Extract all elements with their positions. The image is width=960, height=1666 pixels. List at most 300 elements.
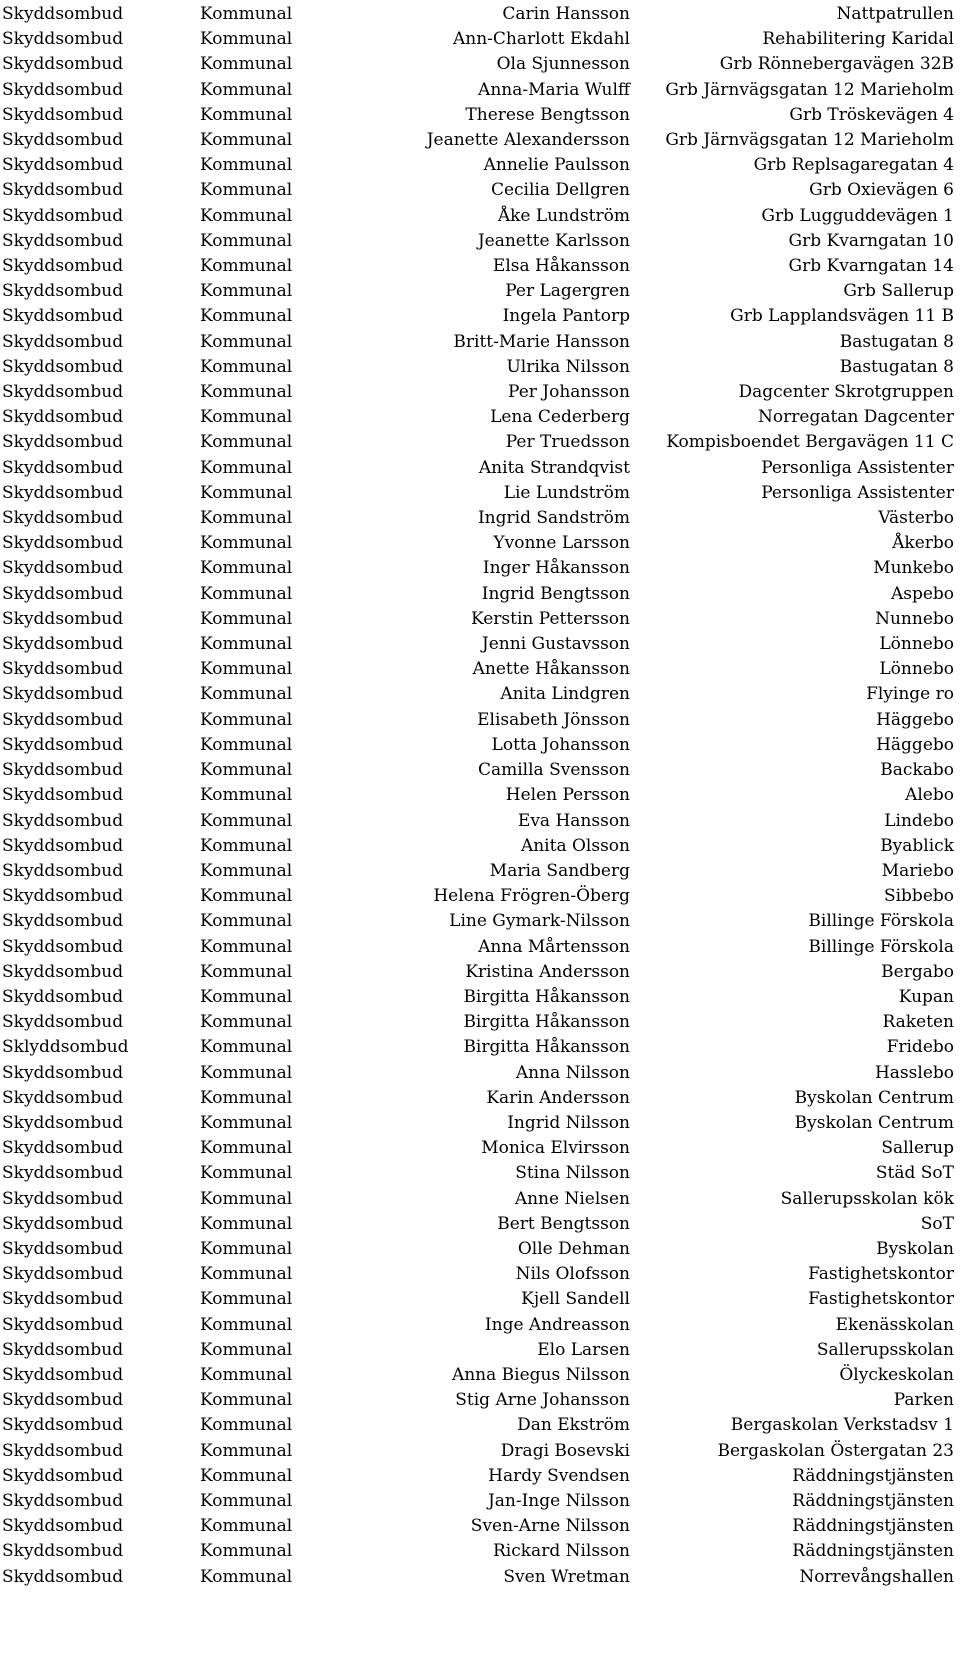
table-row (0, 884, 960, 909)
person-name-cell: Jeanette Alexandersson (426, 130, 630, 151)
role-cell: Skyddsombud (2, 1188, 124, 1209)
organization-cell: Kommunal (200, 205, 293, 226)
role-cell: Skyddsombud (2, 1541, 124, 1562)
organization-cell: Kommunal (200, 734, 293, 755)
organization-cell: Kommunal (200, 1364, 293, 1385)
role-cell: Skyddsombud (2, 180, 124, 201)
person-name-cell: Anne Nielsen (514, 1188, 630, 1209)
table-row (0, 1061, 960, 1086)
person-name-cell: Line Gymark-Nilsson (449, 911, 630, 932)
table-row (0, 1035, 960, 1060)
workplace-cell: Lönnebo (879, 659, 954, 680)
table-row (0, 78, 960, 103)
organization-cell: Kommunal (200, 306, 293, 327)
organization-cell: Kommunal (200, 1112, 293, 1133)
person-name-cell: Anita Strandqvist (478, 457, 630, 478)
role-cell: Skyddsombud (2, 911, 124, 932)
table-row (0, 1237, 960, 1262)
role-cell: Skyddsombud (2, 54, 124, 75)
workplace-cell: Häggebo (876, 734, 954, 755)
table-row (0, 682, 960, 707)
table-row (0, 1086, 960, 1111)
workplace-cell: Ekenässkolan (835, 1314, 954, 1335)
role-cell: Skyddsombud (2, 810, 124, 831)
person-name-cell: Elo Larsen (537, 1339, 630, 1360)
workplace-cell: Rehabilitering Karidal (762, 29, 954, 50)
workplace-cell: Kupan (898, 986, 954, 1007)
person-name-cell: Anita Lindgren (500, 684, 630, 705)
workplace-cell: Bastugatan 8 (839, 356, 954, 377)
workplace-cell: Fastighetskontor (808, 1264, 954, 1285)
workplace-cell: Fridebo (886, 1037, 954, 1058)
workplace-cell: Grb Rönnebergavägen 32B (719, 54, 954, 75)
workplace-cell: Sallerupsskolan kök (780, 1188, 954, 1209)
organization-cell: Kommunal (200, 684, 293, 705)
organization-cell: Kommunal (200, 482, 293, 503)
workplace-cell: Billinge Förskola (808, 936, 954, 957)
organization-cell: Kommunal (200, 457, 293, 478)
role-cell: Skyddsombud (2, 1264, 124, 1285)
table-row (0, 809, 960, 834)
workplace-cell: Grb Replsagaregatan 4 (753, 155, 954, 176)
organization-cell: Kommunal (200, 1238, 293, 1259)
role-cell: Skyddsombud (2, 1440, 124, 1461)
role-cell: Skyddsombud (2, 130, 124, 151)
workplace-cell: Kompisboendet Bergavägen 11 C (666, 432, 954, 453)
role-cell: Skyddsombud (2, 709, 124, 730)
organization-cell: Kommunal (200, 180, 293, 201)
workplace-cell: Raketen (882, 1012, 954, 1033)
role-cell: Skyddsombud (2, 659, 124, 680)
workplace-cell: Grb Järnvägsgatan 12 Marieholm (665, 79, 954, 100)
role-cell: Skyddsombud (2, 986, 124, 1007)
person-name-cell: Camilla Svensson (477, 760, 630, 781)
workplace-cell: Lönnebo (879, 634, 954, 655)
table-body (0, 2, 960, 1590)
person-name-cell: Olle Dehman (517, 1238, 630, 1259)
organization-cell: Kommunal (200, 608, 293, 629)
workplace-cell: Sallerupsskolan (816, 1339, 954, 1360)
person-name-cell: Yvonne Larsson (493, 533, 630, 554)
organization-cell: Kommunal (200, 79, 293, 100)
person-name-cell: Ola Sjunnesson (496, 54, 630, 75)
table-row (0, 859, 960, 884)
table-row (0, 1388, 960, 1413)
organization-cell: Kommunal (200, 986, 293, 1007)
table-row (0, 304, 960, 329)
organization-cell: Kommunal (200, 1087, 293, 1108)
workplace-cell: Räddningstjänsten (792, 1516, 954, 1537)
workplace-cell: Grb Tröskevägen 4 (789, 104, 954, 125)
person-name-cell: Karin Andersson (486, 1087, 630, 1108)
table-row (0, 909, 960, 934)
workplace-cell: Backabo (880, 760, 954, 781)
table-row (0, 103, 960, 128)
role-cell: Skyddsombud (2, 1012, 124, 1033)
role-cell: Skyddsombud (2, 1062, 124, 1083)
table-row (0, 456, 960, 481)
person-name-cell: Åke Lundström (497, 205, 630, 226)
organization-cell: Kommunal (200, 104, 293, 125)
workplace-cell: Hasslebo (874, 1062, 954, 1083)
workplace-cell: Sallerup (881, 1138, 954, 1159)
role-cell: Skyddsombud (2, 1112, 124, 1133)
role-cell: Skyddsombud (2, 1289, 124, 1310)
workplace-cell: Byablick (880, 835, 954, 856)
organization-cell: Kommunal (200, 1213, 293, 1234)
organization-cell: Kommunal (200, 1566, 293, 1587)
table-row (0, 1363, 960, 1388)
workplace-cell: Mariebo (881, 860, 954, 881)
safety-representative-table (0, 2, 960, 1590)
person-name-cell: Eva Hansson (517, 810, 630, 831)
person-name-cell: Annelie Paulsson (483, 155, 630, 176)
workplace-cell: Räddningstjänsten (792, 1541, 954, 1562)
table-row (0, 178, 960, 203)
person-name-cell: Elisabeth Jönsson (477, 709, 630, 730)
table-row (0, 783, 960, 808)
organization-cell: Kommunal (200, 709, 293, 730)
role-cell: Skyddsombud (2, 860, 124, 881)
workplace-cell: Grb Lapplandsvägen 11 B (730, 306, 954, 327)
workplace-cell: Ölyckeskolan (839, 1364, 954, 1385)
table-row (0, 1161, 960, 1186)
organization-cell: Kommunal (200, 1289, 293, 1310)
table-row (0, 556, 960, 581)
role-cell: Skyddsombud (2, 1390, 124, 1411)
organization-cell: Kommunal (200, 1037, 293, 1058)
person-name-cell: Birgitta Håkansson (463, 1037, 630, 1058)
role-cell: Skyddsombud (2, 281, 124, 302)
organization-cell: Kommunal (200, 1415, 293, 1436)
person-name-cell: Anna Nilsson (515, 1062, 630, 1083)
role-cell: Skyddsombud (2, 205, 124, 226)
person-name-cell: Ulrika Nilsson (506, 356, 630, 377)
person-name-cell: Inge Andreasson (484, 1314, 630, 1335)
person-name-cell: Birgitta Håkansson (463, 1012, 630, 1033)
organization-cell: Kommunal (200, 911, 293, 932)
person-name-cell: Ingrid Sandström (477, 508, 630, 529)
table-row (0, 733, 960, 758)
person-name-cell: Stig Arne Johansson (455, 1390, 630, 1411)
organization-cell: Kommunal (200, 1138, 293, 1159)
person-name-cell: Kerstin Pettersson (471, 608, 630, 629)
table-row (0, 1514, 960, 1539)
workplace-cell: Fastighetskontor (808, 1289, 954, 1310)
role-cell: Skyddsombud (2, 1238, 124, 1259)
organization-cell: Kommunal (200, 508, 293, 529)
role-cell: Skyddsombud (2, 1415, 124, 1436)
organization-cell: Kommunal (200, 1188, 293, 1209)
workplace-cell: Flyinge ro (866, 684, 954, 705)
person-name-cell: Lena Cederberg (490, 407, 630, 428)
workplace-cell: Bergabo (881, 961, 954, 982)
role-cell: Skyddsombud (2, 29, 124, 50)
workplace-cell: Personliga Assistenter (761, 457, 954, 478)
table-row (0, 2, 960, 27)
role-cell: Skyddsombud (2, 356, 124, 377)
table-row (0, 405, 960, 430)
person-name-cell: Elsa Håkansson (492, 256, 630, 277)
table-row (0, 204, 960, 229)
person-name-cell: Kristina Andersson (465, 961, 630, 982)
person-name-cell: Per Truedsson (505, 432, 630, 453)
person-name-cell: Bert Bengtsson (497, 1213, 630, 1234)
role-cell: Skyddsombud (2, 961, 124, 982)
table-row (0, 1489, 960, 1514)
person-name-cell: Therese Bengtsson (465, 104, 630, 125)
organization-cell: Kommunal (200, 1440, 293, 1461)
workplace-cell: Städ SoT (875, 1163, 954, 1184)
role-cell: Skyddsombud (2, 684, 124, 705)
workplace-cell: Personliga Assistenter (761, 482, 954, 503)
person-name-cell: Stina Nilsson (515, 1163, 630, 1184)
role-cell: Skyddsombud (2, 432, 124, 453)
role-cell: Skyddsombud (2, 835, 124, 856)
role-cell: Skyddsombud (2, 457, 124, 478)
table-row (0, 1464, 960, 1489)
person-name-cell: Ingrid Bengtsson (481, 583, 630, 604)
table-row (0, 758, 960, 783)
table-row (0, 279, 960, 304)
table-row (0, 632, 960, 657)
table-row (0, 52, 960, 77)
person-name-cell: Anita Olsson (520, 835, 630, 856)
role-cell: Skyddsombud (2, 936, 124, 957)
table-row (0, 1338, 960, 1363)
person-name-cell: Hardy Svendsen (488, 1465, 630, 1486)
person-name-cell: Jeanette Karlsson (477, 230, 630, 251)
role-cell: Skyddsombud (2, 256, 124, 277)
organization-cell: Kommunal (200, 1516, 293, 1537)
table-row (0, 430, 960, 455)
organization-cell: Kommunal (200, 331, 293, 352)
role-cell: Sklyddsombud (2, 1037, 129, 1058)
person-name-cell: Ingrid Nilsson (507, 1112, 630, 1133)
organization-cell: Kommunal (200, 407, 293, 428)
table-row (0, 1111, 960, 1136)
table-row (0, 506, 960, 531)
workplace-cell: SoT (920, 1213, 954, 1234)
person-name-cell: Rickard Nilsson (493, 1541, 630, 1562)
organization-cell: Kommunal (200, 936, 293, 957)
organization-cell: Kommunal (200, 1264, 293, 1285)
table-row (0, 531, 960, 556)
table-row (0, 128, 960, 153)
role-cell: Skyddsombud (2, 1490, 124, 1511)
organization-cell: Kommunal (200, 785, 293, 806)
person-name-cell: Helena Frögren-Öberg (433, 886, 630, 907)
workplace-cell: Norrevångshallen (799, 1566, 954, 1587)
person-name-cell: Ingela Pantorp (502, 306, 630, 327)
workplace-cell: Aspebo (890, 583, 954, 604)
person-name-cell: Ann-Charlott Ekdahl (453, 29, 630, 50)
organization-cell: Kommunal (200, 1062, 293, 1083)
organization-cell: Kommunal (200, 1541, 293, 1562)
person-name-cell: Per Lagergren (505, 281, 630, 302)
table-row (0, 657, 960, 682)
person-name-cell: Lie Lundström (503, 482, 630, 503)
person-name-cell: Anna Biegus Nilsson (451, 1364, 630, 1385)
organization-cell: Kommunal (200, 256, 293, 277)
role-cell: Skyddsombud (2, 1364, 124, 1385)
role-cell: Skyddsombud (2, 1163, 124, 1184)
organization-cell: Kommunal (200, 432, 293, 453)
workplace-cell: Grb Sallerup (843, 281, 954, 302)
role-cell: Skyddsombud (2, 155, 124, 176)
organization-cell: Kommunal (200, 634, 293, 655)
role-cell: Skyddsombud (2, 1087, 124, 1108)
role-cell: Skyddsombud (2, 1339, 124, 1360)
role-cell: Skyddsombud (2, 4, 124, 24)
table-row (0, 229, 960, 254)
table-row (0, 607, 960, 632)
role-cell: Skyddsombud (2, 734, 124, 755)
organization-cell: Kommunal (200, 810, 293, 831)
workplace-cell: Grb Kvarngatan 10 (788, 230, 954, 251)
workplace-cell: Bastugatan 8 (839, 331, 954, 352)
workplace-cell: Byskolan Centrum (794, 1087, 954, 1108)
workplace-cell: Nunnebo (875, 608, 954, 629)
table-row (0, 1010, 960, 1035)
table-row (0, 1287, 960, 1312)
workplace-cell: Byskolan Centrum (794, 1112, 954, 1133)
person-name-cell: Jan-Inge Nilsson (487, 1490, 630, 1511)
person-name-cell: Inger Håkansson (482, 558, 630, 579)
person-name-cell: Helen Persson (505, 785, 630, 806)
workplace-cell: Alebo (905, 785, 954, 806)
table-row (0, 1212, 960, 1237)
organization-cell: Kommunal (200, 835, 293, 856)
organization-cell: Kommunal (200, 558, 293, 579)
person-name-cell: Anna Mårtensson (478, 936, 630, 957)
workplace-cell: Byskolan (876, 1238, 954, 1259)
person-name-cell: Lotta Johansson (491, 734, 630, 755)
workplace-cell: Grb Lugguddevägen 1 (761, 205, 954, 226)
role-cell: Skyddsombud (2, 1465, 124, 1486)
table-row (0, 1565, 960, 1590)
role-cell: Skyddsombud (2, 1314, 124, 1335)
organization-cell: Kommunal (200, 54, 293, 75)
organization-cell: Kommunal (200, 4, 293, 24)
workplace-cell: Sibbebo (883, 886, 954, 907)
table-row (0, 1313, 960, 1338)
organization-cell: Kommunal (200, 533, 293, 554)
table-row (0, 330, 960, 355)
organization-cell: Kommunal (200, 860, 293, 881)
table-row (0, 935, 960, 960)
table-row (0, 960, 960, 985)
organization-cell: Kommunal (200, 1390, 293, 1411)
person-name-cell: Britt-Marie Hansson (453, 331, 630, 352)
workplace-cell: Västerbo (878, 508, 954, 529)
person-name-cell: Dan Ekström (517, 1415, 630, 1436)
workplace-cell: Lindebo (884, 810, 954, 831)
role-cell: Skyddsombud (2, 1138, 124, 1159)
workplace-cell: Parken (893, 1390, 954, 1411)
table-row (0, 582, 960, 607)
organization-cell: Kommunal (200, 155, 293, 176)
role-cell: Skyddsombud (2, 760, 124, 781)
role-cell: Skyddsombud (2, 533, 124, 554)
organization-cell: Kommunal (200, 1314, 293, 1335)
organization-cell: Kommunal (200, 961, 293, 982)
person-name-cell: Per Johansson (508, 382, 630, 403)
table-row (0, 1262, 960, 1287)
workplace-cell: Grb Kvarngatan 14 (788, 256, 954, 277)
table-row (0, 1539, 960, 1564)
workplace-cell: Dagcenter Skrotgruppen (738, 382, 954, 403)
table-row (0, 254, 960, 279)
person-name-cell: Dragi Bosevski (500, 1440, 630, 1461)
workplace-cell: Åkerbo (892, 533, 954, 554)
workplace-cell: Billinge Förskola (808, 911, 954, 932)
organization-cell: Kommunal (200, 1465, 293, 1486)
table-row (0, 1439, 960, 1464)
person-name-cell: Sven-Arne Nilsson (470, 1516, 630, 1537)
person-name-cell: Jenni Gustavsson (481, 634, 630, 655)
organization-cell: Kommunal (200, 1339, 293, 1360)
table-row (0, 481, 960, 506)
table-row (0, 1136, 960, 1161)
workplace-cell: Bergaskolan Östergatan 23 (717, 1440, 954, 1461)
organization-cell: Kommunal (200, 659, 293, 680)
role-cell: Skyddsombud (2, 508, 124, 529)
table-row (0, 708, 960, 733)
workplace-cell: Räddningstjänsten (792, 1465, 954, 1486)
workplace-cell: Nattpatrullen (836, 4, 954, 24)
person-name-cell: Monica Elvirsson (481, 1138, 630, 1159)
workplace-cell: Grb Oxievägen 6 (809, 180, 954, 201)
workplace-cell: Räddningstjänsten (792, 1490, 954, 1511)
role-cell: Skyddsombud (2, 407, 124, 428)
role-cell: Skyddsombud (2, 1566, 124, 1587)
person-name-cell: Kjell Sandell (521, 1289, 630, 1310)
table-row (0, 985, 960, 1010)
table-row (0, 27, 960, 52)
role-cell: Skyddsombud (2, 1516, 124, 1537)
person-name-cell: Sven Wretman (503, 1566, 630, 1587)
table-row (0, 1187, 960, 1212)
table-row (0, 834, 960, 859)
role-cell: Skyddsombud (2, 1213, 124, 1234)
organization-cell: Kommunal (200, 382, 293, 403)
role-cell: Skyddsombud (2, 382, 124, 403)
role-cell: Skyddsombud (2, 79, 124, 100)
role-cell: Skyddsombud (2, 306, 124, 327)
role-cell: Skyddsombud (2, 558, 124, 579)
workplace-cell: Munkebo (873, 558, 954, 579)
organization-cell: Kommunal (200, 230, 293, 251)
person-name-cell: Nils Olofsson (515, 1264, 630, 1285)
organization-cell: Kommunal (200, 281, 293, 302)
role-cell: Skyddsombud (2, 230, 124, 251)
organization-cell: Kommunal (200, 1163, 293, 1184)
table-row (0, 1413, 960, 1438)
role-cell: Skyddsombud (2, 634, 124, 655)
role-cell: Skyddsombud (2, 331, 124, 352)
person-name-cell: Carin Hansson (502, 4, 630, 24)
organization-cell: Kommunal (200, 886, 293, 907)
role-cell: Skyddsombud (2, 104, 124, 125)
workplace-cell: Häggebo (876, 709, 954, 730)
table-row (0, 380, 960, 405)
workplace-cell: Norregatan Dagcenter (758, 407, 954, 428)
organization-cell: Kommunal (200, 356, 293, 377)
person-name-cell: Anna-Maria Wulff (478, 79, 630, 100)
workplace-cell: Grb Järnvägsgatan 12 Marieholm (665, 130, 954, 151)
table-row (0, 355, 960, 380)
